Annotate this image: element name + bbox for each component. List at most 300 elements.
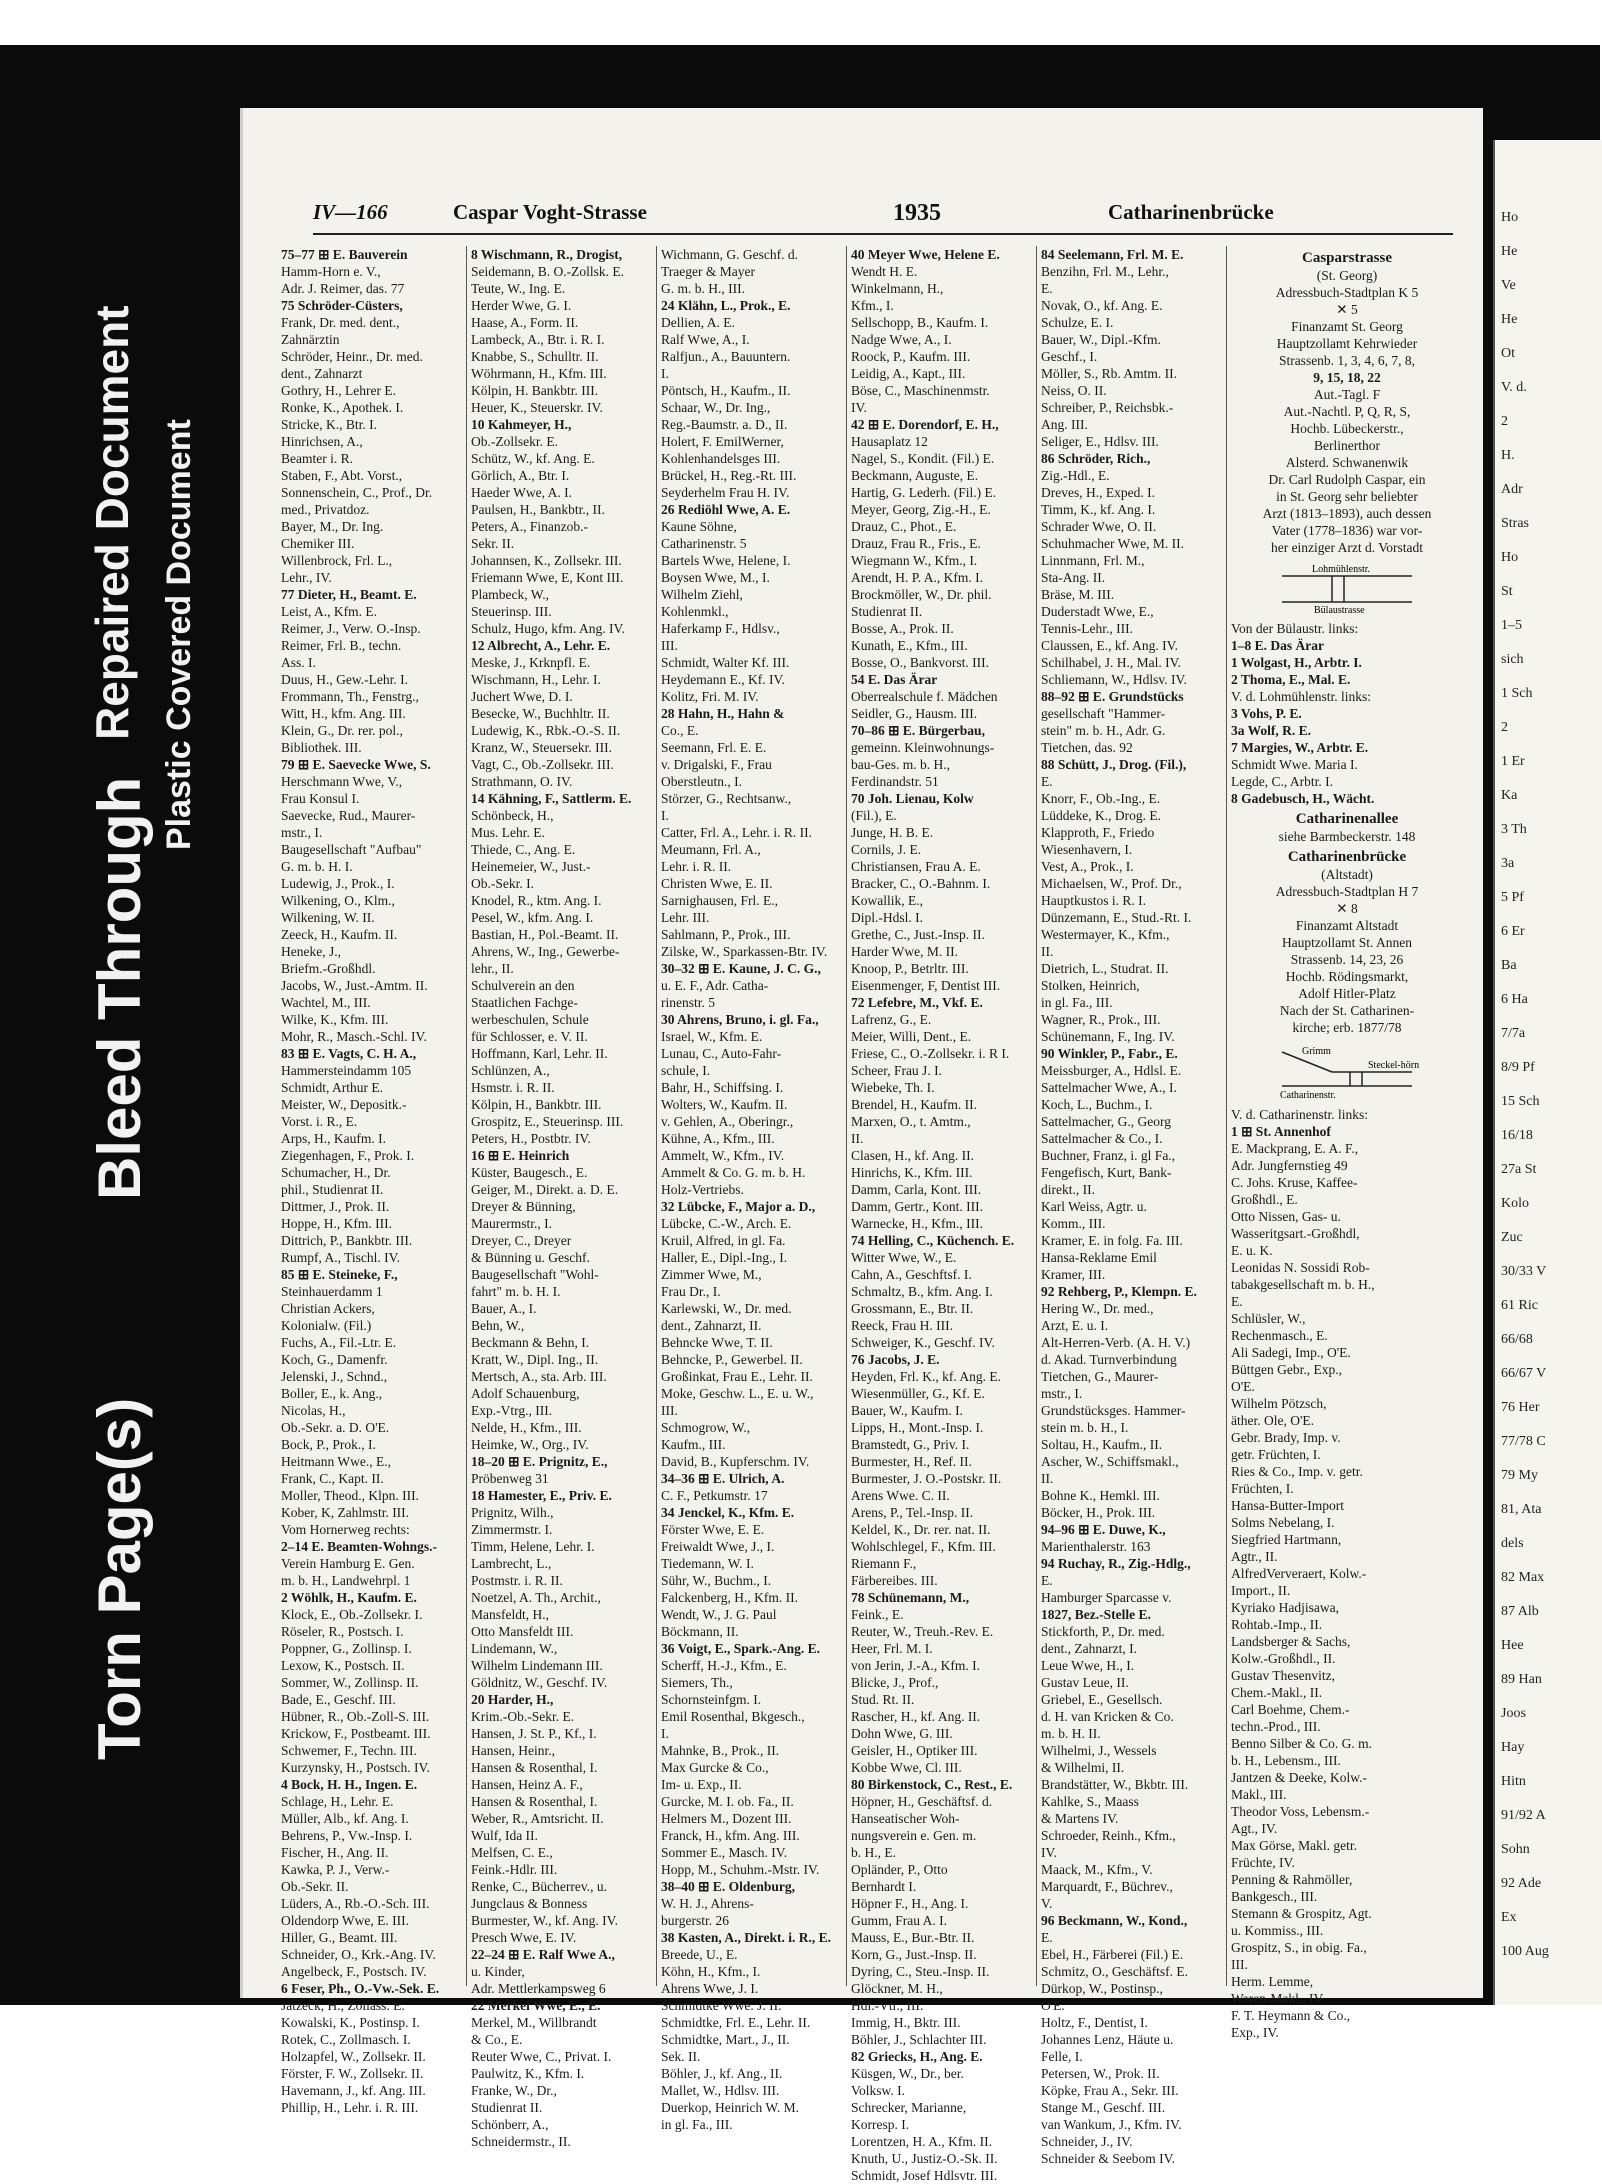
entry-line: Beckmann & Behn, I. <box>471 1335 590 1350</box>
entry-line: Kolitz, Fri. M. IV. <box>661 689 759 704</box>
entry-line: Feink., E. <box>851 1607 904 1622</box>
column-2 <box>471 246 653 2149</box>
entry-line: Lüddeke, K., Drog. E. <box>1041 808 1161 823</box>
entry-line: Benno Silber & Co. G. m. <box>1231 1736 1372 1751</box>
entry-line: Freiwaldt Wwe, J., I. <box>661 1539 775 1554</box>
entry-line: Kolw.-Großhdl., II. <box>1231 1651 1336 1666</box>
entry-line: Höpner, H., Geschäftsf. d. <box>851 1794 993 1809</box>
entry-line: 14 Kähning, F., Sattlerm. E. <box>471 791 632 806</box>
entry-line: Knabbe, S., Schulltr. II. <box>471 349 599 364</box>
entry-line: 34–36 ⊞ E. Ulrich, A. <box>661 1471 785 1486</box>
entry-line: Angelbeck, F., Postsch. IV. <box>281 1964 427 1979</box>
entry-line: Max Gurcke & Co., <box>661 1760 769 1775</box>
entry-line: Jacobs, W., Just.-Amtm. II. <box>281 978 428 993</box>
entry-line: 70–86 ⊞ E. Bürgerbau, <box>851 723 985 738</box>
sketch-label-grimm: Grimm <box>1302 1046 1331 1057</box>
entry-line: Ronke, K., Apothek. I. <box>281 400 404 415</box>
entry-line: W. H. J., Ahrens- <box>661 1896 754 1911</box>
adjacent-page-fragment: 6 Er <box>1501 924 1525 939</box>
entry-line: Jelenski, J., Schnd., <box>281 1369 388 1384</box>
entry-line: Christian Ackers, <box>281 1301 375 1316</box>
entry-line: Schmitz, O., Geschäftsf. E. <box>1041 1964 1188 1979</box>
entry-line: I. <box>661 808 669 823</box>
entry-line: Früchten, I. <box>1231 1481 1294 1496</box>
entry-line: Lübcke, C.-W., Arch. E. <box>661 1216 792 1231</box>
entry-line: Studienrat II. <box>471 2100 543 2115</box>
entry-line: in gl. Fa., III. <box>1041 995 1113 1010</box>
adjacent-page-fragment: 8/9 Pf <box>1501 1060 1535 1075</box>
entry-line: Agt., IV. <box>1231 1821 1278 1836</box>
entry-line: Brandstätter, W., Bkbtr. III. <box>1041 1777 1189 1792</box>
entry-line: Knodel, R., ktm. Ang. I. <box>471 893 602 908</box>
entry-line: Teute, W., Ing. E. <box>471 281 566 296</box>
entry-line: 20 Harder, H., <box>471 1692 554 1707</box>
entry-line: van Wankum, J., Kfm. IV. <box>1041 2117 1182 2132</box>
entry-line: Wiebeke, Th. I. <box>851 1080 935 1095</box>
entry-line: Bade, E., Geschf. III. <box>281 1692 396 1707</box>
entry-line: Nelde, H., Kfm., III. <box>471 1420 582 1435</box>
entry-line: Arzt, E. u. I. <box>1041 1318 1109 1333</box>
entry-line: Ammelt & Co. G. m. b. H. <box>661 1165 806 1180</box>
entry-line: Zimmermstr. I. <box>471 1522 553 1537</box>
entry-line: Ferdinandstr. 51 <box>851 774 939 789</box>
entry-line: Tennis-Lehr., III. <box>1041 621 1134 636</box>
entry-line: Renke, C., Bücherrev., u. <box>471 1879 607 1894</box>
entry-line: Arens Wwe. C. II. <box>851 1488 950 1503</box>
entry-line: Görlich, A., Btr. I. <box>471 468 570 483</box>
entry-line: 72 Lefebre, M., Vkf. E. <box>851 995 983 1010</box>
entry-line: Heneke, J., <box>281 944 341 959</box>
adjacent-page-fragment: 77/78 C <box>1501 1434 1546 1449</box>
entry-line: Wilkening, O., Klm., <box>281 893 395 908</box>
note-bleed-through: Bleed Through <box>86 776 153 1200</box>
entry-line: Christiansen, Frau A. E. <box>851 859 981 874</box>
entry-line: 8 Gadebusch, H., Wächt. <box>1231 791 1375 806</box>
entry-line: Lindemann, W., <box>471 1641 558 1656</box>
entry-line: Gurcke, M. I. ob. Fa., II. <box>661 1794 794 1809</box>
entry-line: Grethe, C., Just.-Insp. II. <box>851 927 985 942</box>
entry-line: Lexow, K., Postsch. II. <box>281 1658 405 1673</box>
entry-line: Zahnärztin <box>281 332 340 347</box>
entry-line: Hsmstr. i. R. II. <box>471 1080 555 1095</box>
entry-line: Gustav Thesenvitz, <box>1231 1668 1335 1683</box>
entry-line: kirche; erb. 1877/78 <box>1292 1020 1402 1035</box>
entry-line: Hauptzollamt Kehrwieder <box>1276 336 1418 351</box>
entry-line: Sommer E., Masch. IV. <box>661 1845 788 1860</box>
adjacent-page-fragment: Ex <box>1501 1910 1517 1925</box>
entry-line: I. <box>661 1726 669 1741</box>
entry-line: Hansen, Heinr., <box>471 1743 555 1758</box>
entry-line: 80 Birkenstock, C., Rest., E. <box>851 1777 1013 1792</box>
entry-line: Hansen, Heinz A. F., <box>471 1777 583 1792</box>
entry-line: Hiller, G., Beamt. III. <box>281 1930 398 1945</box>
adjacent-page-fragment: 16/18 <box>1501 1128 1533 1143</box>
entry-line: Schneidermstr., II. <box>471 2134 571 2149</box>
entry-line: Bohne K., Hemkl. III. <box>1041 1488 1160 1503</box>
entry-line: Kohlenhandelsges III. <box>661 451 781 466</box>
entry-line: Holtz, F., Dentist, I. <box>1041 2015 1148 2030</box>
entry-line: Knorr, F., Ob.-Ing., E. <box>1041 791 1161 806</box>
entry-line: 9, 15, 18, 22 <box>1313 370 1381 385</box>
entry-line: Sonnenschein, C., Prof., Dr. <box>281 485 433 500</box>
adjacent-page-fragment: Ve <box>1501 278 1516 293</box>
entry-line: Reeck, Frau H. III. <box>851 1318 953 1333</box>
adjacent-page-fragment: Adr <box>1501 482 1523 497</box>
entry-line: Novak, O., kf. Ang. E. <box>1041 298 1163 313</box>
entry-line: Legde, C., Arbtr. I. <box>1231 774 1333 789</box>
entry-line: Clasen, H., kf. Ang. II. <box>851 1148 974 1163</box>
entry-line: 38–40 ⊞ E. Oldenburg, <box>661 1879 795 1894</box>
entry-line: Dreves, H., Exped. I. <box>1041 485 1155 500</box>
column-divider <box>466 246 467 1986</box>
entry-line: Traeger & Mayer <box>661 264 755 279</box>
entry-line: Feink.-Hdlr. III. <box>471 1862 558 1877</box>
header-year: 1935 <box>893 200 941 226</box>
entry-line: Großhdl., E. <box>1231 1192 1298 1207</box>
entry-line: Adolf Hitler-Platz <box>1298 986 1396 1001</box>
entry-line: Alsterd. Schwanenwik <box>1285 455 1409 470</box>
entry-line: Jatzeck, H., Zollass. E. <box>281 1998 405 2013</box>
adjacent-page-fragment: 91/92 A <box>1501 1808 1546 1823</box>
entry-line: Thiede, C., Ang. E. <box>471 842 576 857</box>
entry-line: d. H. van Kricken & Co. <box>1041 1709 1174 1724</box>
column-divider <box>1226 246 1227 1986</box>
entry-line: Schilhabel, J. H., Mal. IV. <box>1041 655 1181 670</box>
entry-line: Willenbrock, Frl. L., <box>281 553 393 568</box>
entry-line: Grospitz, S., in obig. Fa., <box>1231 1940 1367 1955</box>
entry-line: Glöckner, M. H., <box>851 1981 943 1996</box>
adjacent-page-fragment: Joos <box>1501 1706 1526 1721</box>
entry-line: Friemann Wwe, E, Kont III. <box>471 570 624 585</box>
entry-line: Melfsen, C. E., <box>471 1845 553 1860</box>
entry-line: Schlage, H., Lehr. E. <box>281 1794 394 1809</box>
entry-line: Hauptkustos i. R. I. <box>1041 893 1147 908</box>
entry-line: Holzapfel, W., Zollsekr. II. <box>281 2049 426 2064</box>
entry-line: (St. Georg) <box>1316 268 1378 283</box>
entry-line: Hering W., Dr. med., <box>1041 1301 1154 1316</box>
entry-line: Marxen, O., t. Amtm., <box>851 1114 971 1129</box>
entry-line: Stemann & Grospitz, Agt. <box>1231 1906 1372 1921</box>
adjacent-page-fragment: V. d. <box>1501 380 1527 395</box>
entry-line: Otto Nissen, Gas- u. <box>1231 1209 1341 1224</box>
entry-line: Haferkamp F., Hdlsv., <box>661 621 780 636</box>
entry-line: Oberstleutn., I. <box>661 774 742 789</box>
entry-line: Korn, G., Just.-Insp. II. <box>851 1947 977 1962</box>
entry-line: Küsgen, W., Dr., ber. <box>851 2066 964 2081</box>
entry-line: Ob.-Sekr. II. <box>281 1879 349 1894</box>
entry-line: gesellschaft "Hammer- <box>1041 706 1166 721</box>
entry-line: Hochb. Lübeckerstr., <box>1290 421 1404 436</box>
entry-line: Duerkop, Heinrich W. M. <box>661 2100 799 2115</box>
entry-line: 70 Joh. Lienau, Kolw <box>851 791 974 806</box>
entry-line: Ob.-Sekr. a. D. O'E. <box>281 1420 390 1435</box>
entry-line: E. <box>1041 1573 1053 1588</box>
entry-line: Kühne, A., Kfm., III. <box>661 1131 775 1146</box>
entry-line: Ahrens Wwe, J. I. <box>661 1981 759 1996</box>
entry-line: Dohn Wwe, G. III. <box>851 1726 953 1741</box>
entry-line: 22 Merkel Wwe, E., E. <box>471 1998 601 2013</box>
entry-line: Opländer, P., Otto <box>851 1862 948 1877</box>
street-sketch-map <box>1272 1042 1422 1100</box>
entry-line: techn.-Prod., III. <box>1231 1719 1321 1734</box>
entry-line: med., Privatdoz. <box>281 502 370 517</box>
entry-line: Penning & Rahmöller, <box>1231 1872 1353 1887</box>
entry-line: E. u. K. <box>1231 1243 1273 1258</box>
entry-line: Witt, H., kfm. Ang. III. <box>281 706 406 721</box>
entry-line: Strassenb. 1, 3, 4, 6, 7, 8, <box>1278 353 1416 368</box>
entry-line: Juchert Wwe, D. I. <box>471 689 573 704</box>
entry-line: Vest, A., Prok., I. <box>1041 859 1134 874</box>
entry-line: Pröbenweg 31 <box>471 1471 549 1486</box>
entry-line: Strathmann, O. IV. <box>471 774 573 789</box>
entry-line: Bartels Wwe, Helene, I. <box>661 553 791 568</box>
entry-line: 86 Schröder, Rich., <box>1041 451 1151 466</box>
entry-line: Kratt, W., Dipl. Ing., II. <box>471 1352 599 1367</box>
entry-line: Adr. J. Reimer, das. 77 <box>281 281 405 296</box>
entry-line: Bankgesch., III. <box>1231 1889 1318 1904</box>
entry-line: Wischmann, H., Lehr. I. <box>471 672 601 687</box>
entry-line: Sattelmacher & Co., I. <box>1041 1131 1163 1146</box>
entry-line: Grundstücksges. Hammer- <box>1041 1403 1186 1418</box>
entry-line: Holert, F. EmilWerner, <box>661 434 784 449</box>
entry-line: Moke, Geschw. L., E. u. W., <box>661 1386 814 1401</box>
entry-line: äther. Ole, O'E. <box>1231 1413 1315 1428</box>
entry-line: Köhn, H., Kfm., I. <box>661 1964 761 1979</box>
entry-line: Verein Hamburg E. Gen. <box>281 1556 415 1571</box>
entry-line: Frank, Dr. med. dent., <box>281 315 400 330</box>
entry-line: in St. Georg sehr beliebter <box>1276 489 1418 504</box>
entry-line: Schneider & Seebom IV. <box>1041 2151 1175 2166</box>
entry-line: b. H., E. <box>851 1845 896 1860</box>
entry-line: Wichmann, G. Geschf. d. <box>661 247 799 262</box>
entry-line: 8 Wischmann, R., Drogist, <box>471 247 623 262</box>
entry-line: Fischer, H., Ang. II. <box>281 1845 389 1860</box>
entry-line: 18 Hamester, E., Priv. E. <box>471 1488 612 1503</box>
entry-line: 84 Seelemann, Frl. M. E. <box>1041 247 1184 262</box>
entry-line: Timm, K., kf. Ang. I. <box>1041 502 1156 517</box>
entry-line: Catharinenstr. 5 <box>661 536 747 551</box>
entry-line: IV. <box>851 400 867 415</box>
entry-line: Reg.-Baumstr. a. D., II. <box>661 417 788 432</box>
entry-line: Meister, W., Depositk.- <box>281 1097 407 1112</box>
entry-line: Rohtab.-Imp., II. <box>1231 1617 1323 1632</box>
entry-line: 88–92 ⊞ E. Grundstücks <box>1041 689 1184 704</box>
adjacent-page-fragment: 1 Er <box>1501 754 1525 769</box>
sketch-label-lohmuehlenstr: Lohmühlenstr. <box>1312 564 1371 575</box>
entry-line: 3a Wolf, R. E. <box>1231 723 1312 738</box>
entry-line: Scheer, Frau J. I. <box>851 1063 942 1078</box>
entry-line: G. m. b. H., III. <box>661 281 745 296</box>
entry-line: Bauer, W., Kaufm. I. <box>851 1403 963 1418</box>
entry-line: Ali Sadegi, Imp., O'E. <box>1231 1345 1351 1360</box>
street-entries <box>1231 620 1463 807</box>
entry-line: Reuter Wwe, C., Privat. I. <box>471 2049 612 2064</box>
entry-line: Bernhardt I. <box>851 1879 917 1894</box>
entry-line: Hansa-Reklame Emil <box>1041 1250 1157 1265</box>
entry-line: Catter, Frl. A., Lehr. i. R. II. <box>661 825 812 840</box>
entry-line: Griebel, E., Gesellsch. <box>1041 1692 1163 1707</box>
entry-line: 10 Kahmeyer, H., <box>471 417 572 432</box>
adjacent-page-fragment: 76 Her <box>1501 1400 1540 1415</box>
entry-line: Wiegmann W., Kfm., I. <box>851 553 978 568</box>
entry-line: Klapproth, F., Friedo <box>1041 825 1155 840</box>
entry-line: Oldendorp Wwe, E. III. <box>281 1913 409 1928</box>
entry-line: Poppner, G., Zollinsp. I. <box>281 1641 412 1656</box>
entry-line: Lehr. i. R. II. <box>661 859 732 874</box>
entry-line: Meissburger, A., Hdlsl. E. <box>1041 1063 1182 1078</box>
street-title-catharinenbruecke: Catharinenbrücke <box>1287 849 1407 865</box>
entry-line: 18–20 ⊞ E. Prignitz, E., <box>471 1454 608 1469</box>
entry-line: Heitmann Wwe., E., <box>281 1454 391 1469</box>
entry-line: Ascher, W., Schiffsmakl., <box>1041 1454 1179 1469</box>
entry-line: Geiger, M., Direkt. a. D. E. <box>471 1182 619 1197</box>
entry-line: Ang. III. <box>1041 417 1088 432</box>
entry-line: Hansen & Rosenthal, I. <box>471 1760 598 1775</box>
entry-line: Riemann F., <box>851 1556 917 1571</box>
entry-line: 3 Vohs, P. E. <box>1231 706 1302 721</box>
entry-line: II. <box>851 1131 864 1146</box>
entry-line: Schütz, W., kf. Ang. E. <box>471 451 595 466</box>
entry-line: Stud. Rt. II. <box>851 1692 915 1707</box>
sketch-label-buelaustrasse: Bülaustrasse <box>1314 605 1365 616</box>
entry-line: Vagt, C., Ob.-Zollsekr. III. <box>471 757 614 772</box>
entry-line: Knoop, P., Betrltr. III. <box>851 961 969 976</box>
adjacent-page-fragment: Ot <box>1501 346 1515 361</box>
entry-line: Geschf., I. <box>1041 349 1098 364</box>
entry-line: O'E. <box>1041 1998 1065 2013</box>
column-1 <box>281 246 463 2115</box>
entry-line: Gebr. Brady, Imp. v. <box>1231 1430 1341 1445</box>
entry-line: Wachtel, M., III. <box>281 995 371 1010</box>
adjacent-page-fragment: Ba <box>1501 958 1517 973</box>
entry-line: Bahr, H., Schiffsing. I. <box>661 1080 784 1095</box>
entry-line: Vater (1778–1836) war vor- <box>1271 523 1423 538</box>
entry-line: Kramer, E. in folg. Fa. III. <box>1041 1233 1183 1248</box>
entry-line: Kruil, Alfred, in gl. Fa. <box>661 1233 786 1248</box>
entry-line: Seemann, Frl. E. E. <box>661 740 767 755</box>
entry-line: Landsberger & Sachs, <box>1231 1634 1351 1649</box>
entry-line: Paulsen, H., Bankbtr., II. <box>471 502 605 517</box>
column-3 <box>661 246 843 2132</box>
entry-line: Presch Wwe, E. IV. <box>471 1930 577 1945</box>
entry-line: Förster, F. W., Zollsekr. II. <box>281 2066 424 2081</box>
entry-line: Ralf Wwe, A., I. <box>661 332 750 347</box>
entry-line: Lipps, H., Mont.-Insp. I. <box>851 1420 984 1435</box>
entry-line: Damm, Gertr., Kont. III. <box>851 1199 983 1214</box>
entry-line: 83 ⊞ E. Vagts, C. H. A., <box>281 1046 417 1061</box>
entry-line: Förster Wwe, E. E. <box>661 1522 765 1537</box>
entry-line: Kfm., I. <box>851 298 894 313</box>
entry-line: Leist, A., Kfm. E. <box>281 604 377 619</box>
entry-line: Reimer, Frl. B., techn. <box>281 638 402 653</box>
entry-line: Carl Boehme, Chem.- <box>1231 1702 1350 1717</box>
adjacent-page-fragment: He <box>1501 244 1518 259</box>
entry-line: Wolters, W., Kaufm. II. <box>661 1097 788 1112</box>
entry-line: in gl. Fa., III. <box>661 2117 733 2132</box>
entry-line: Behn, W., <box>471 1318 525 1333</box>
entry-line: 7 Margies, W., Arbtr. E. <box>1231 740 1369 755</box>
entry-line: Sellschopp, B., Kaufm. I. <box>851 315 989 330</box>
entry-line: Schwemer, F., Techn. III. <box>281 1743 417 1758</box>
entry-line: Im- u. Exp., II. <box>661 1777 742 1792</box>
entry-line: III. <box>1231 1957 1248 1972</box>
entry-line: III. <box>661 638 678 653</box>
entry-line: Heer, Frl. M. I. <box>851 1641 933 1656</box>
adjacent-page-edge <box>1493 140 1602 2005</box>
entry-line: Wagner, R., Prok., III. <box>1041 1012 1161 1027</box>
entry-line: Emil Rosenthal, Bkgesch., <box>661 1709 805 1724</box>
entry-line: Chemiker III. <box>281 536 355 551</box>
entry-line: Großinkat, Frau E., Lehr. II. <box>661 1369 813 1384</box>
directory-page <box>240 108 1483 2183</box>
entry-line: Ahrens, W., Ing., Gewerbe- <box>471 944 620 959</box>
entry-line: Plambeck, W., <box>471 587 549 602</box>
entry-line: Staatlichen Fachge- <box>471 995 578 1010</box>
entry-line: Israel, W., Kfm. E. <box>661 1029 763 1044</box>
entry-line: Gumm, Frau A. I. <box>851 1913 947 1928</box>
entry-line: Bauer, W., Dipl.-Kfm. <box>1041 332 1161 347</box>
entry-line: & Wilhelmi, II. <box>1041 1760 1125 1775</box>
entry-line: Scherff, H.-J., Kfm., E. <box>661 1658 787 1673</box>
adjacent-page-fragment: Hee <box>1501 1638 1524 1653</box>
entry-line: V. d. Catharinenstr. links: <box>1231 1107 1368 1122</box>
entry-line: m. b. H., Landwehrpl. 1 <box>281 1573 411 1588</box>
entry-line: Volksw. I. <box>851 2083 906 2098</box>
entry-line: Herm. Lemme, <box>1231 1974 1314 1989</box>
entry-line: Theodor Voss, Lebensm.- <box>1231 1804 1370 1819</box>
entry-line: Baugesellschaft "Wohl- <box>471 1267 599 1282</box>
entry-line: Adr. Jungfernstieg 49 <box>1231 1158 1348 1173</box>
entry-line: Schrecker, Marianne, <box>851 2100 967 2115</box>
entry-line: Sek. II. <box>661 2049 701 2064</box>
entry-line: Grossmann, E., Btr. II. <box>851 1301 974 1316</box>
entry-line: Pesel, W., kfm. Ang. I. <box>471 910 594 925</box>
entry-line: für Schlosser, e. V. II. <box>471 1029 588 1044</box>
entry-line: Nadge Wwe, A., I. <box>851 332 952 347</box>
entry-line: Holz-Vertriebs. <box>661 1182 744 1197</box>
column-5 <box>1041 246 1223 2166</box>
entry-line: 38 Kasten, A., Direkt. i. R., E. <box>661 1930 832 1945</box>
entry-line: Co., E. <box>661 723 699 738</box>
entry-line: V. <box>1041 1896 1053 1911</box>
entry-line: Wilhelm Lindemann III. <box>471 1658 603 1673</box>
entry-line: Dittrich, P., Bankbtr. III. <box>281 1233 413 1248</box>
adjacent-page-fragment: Ho <box>1501 210 1519 225</box>
entry-line: fahrt" m. b. H. I. <box>471 1284 561 1299</box>
entry-line: Schuhmacher Wwe, M. II. <box>1041 536 1184 551</box>
entry-line: Adressbuch-Stadtplan K 5 <box>1275 285 1419 300</box>
entry-line: Staben, F., Abt. Vorst., <box>281 468 403 483</box>
entry-line: O'E. <box>1231 1379 1255 1394</box>
entry-line: Sattelmacher, G., Georg <box>1041 1114 1172 1129</box>
entry-line: 42 ⊞ E. Dorendorf, E. H., <box>851 417 999 432</box>
entry-line: siehe Barmbeckerstr. 148 <box>1278 829 1416 844</box>
entry-line: IV. <box>1041 1845 1057 1860</box>
entry-line: Böcker, H., Prok. III. <box>1041 1505 1156 1520</box>
entry-line: Alt-Herren-Verb. (A. H. V.) <box>1041 1335 1191 1350</box>
entry-line: Witter Wwe, W., E. <box>851 1250 957 1265</box>
entry-line: Wilhelmi, J., Wessels <box>1041 1743 1157 1758</box>
entry-line: G. m. b. H. I. <box>281 859 353 874</box>
entry-line: Hinrichsen, A., <box>281 434 363 449</box>
entry-line: Dürkop, W., Postinsp., <box>1041 1981 1163 1996</box>
entry-line: Buchner, Franz, i. gl Fa., <box>1041 1148 1176 1163</box>
entry-line: Schünemann, F., Ing. IV. <box>1041 1029 1175 1044</box>
entry-line: Wasseritgsart.-Großhdl, <box>1231 1226 1360 1241</box>
entry-line: Reuter, W., Treuh.-Rev. E. <box>851 1624 994 1639</box>
entry-line: Heydemann E., Kf. IV. <box>661 672 785 687</box>
entry-line: Herder Wwe, G. I. <box>471 298 572 313</box>
